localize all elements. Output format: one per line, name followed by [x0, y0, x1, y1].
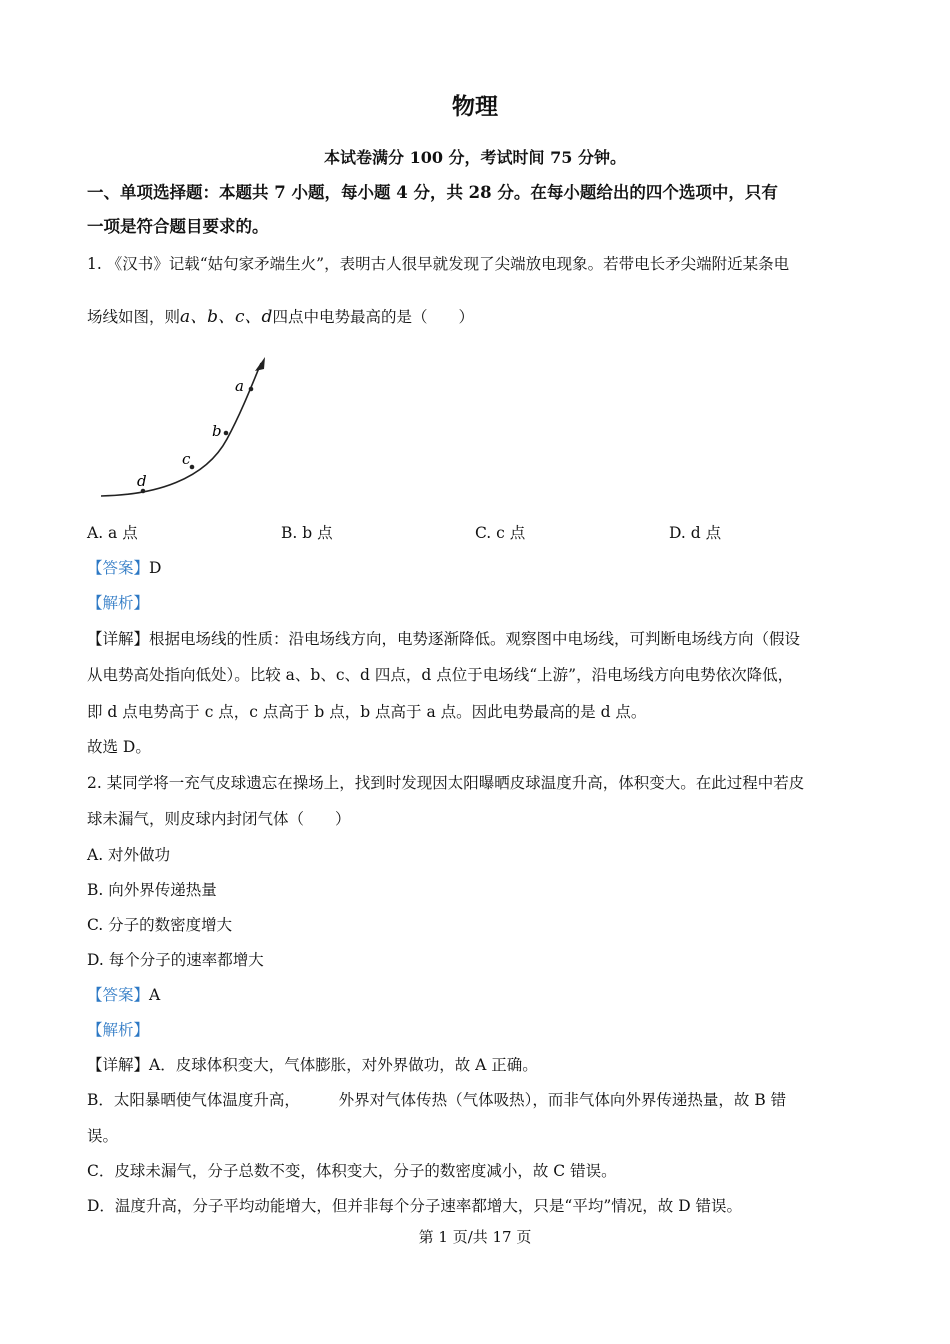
q2-detail-line3: 误。: [87, 1127, 119, 1145]
detail-tag: 【详解】: [87, 630, 150, 648]
label-a: a: [235, 377, 244, 395]
q1-conclusion: 故选 D。: [87, 738, 151, 756]
section-header-line2: 一项是符合题目要求的。: [87, 217, 269, 236]
q2-analysis-tag: 【解析】: [87, 1021, 150, 1039]
page-footer: 第 1 页/共 17 页: [418, 1228, 532, 1246]
label-c: c: [182, 450, 191, 468]
q1-stem-prefix: 场线如图，则: [87, 308, 181, 326]
q1-option-b: B. b 点: [281, 524, 333, 542]
page-title: 物理: [452, 93, 498, 120]
q1-stem-vars: a、b、c、d: [180, 307, 273, 327]
point-b: [224, 431, 229, 436]
q2-option-b: B. 向外界传递热量: [87, 881, 217, 899]
section-header-line1: 一、单项选择题：本题共 7 小题，每小题 4 分，共 28 分。在每小题给出的四个选项中，只有: [87, 183, 778, 202]
q2-detail-line2: B．太阳暴晒使气体温度升高， 外界对气体传热（气体吸热），而非气体向外界传递热量，故 B 错: [87, 1091, 787, 1109]
answer-value: A: [149, 986, 161, 1004]
electric-field-line-figure: [95, 355, 285, 505]
q2-stem-line2: 球未漏气，则皮球内封闭气体（ ）: [87, 810, 351, 828]
answer-tag: 【答案】: [87, 559, 150, 577]
q1-stem-suffix: 四点中电势最高的是（ ）: [272, 308, 474, 326]
q2-stem-line1: 2. 某同学将一充气皮球遗忘在操场上，找到时发现因太阳曝晒皮球温度升高，体积变大。在此过程中若皮: [87, 774, 805, 792]
label-b: b: [212, 422, 222, 440]
q2-answer: [87, 984, 867, 1006]
q2-detail-line4: C．皮球未漏气，分子总数不变，体积变大，分子的数密度减小，故 C 错误。: [87, 1162, 617, 1180]
q1-stem-line2: [87, 306, 867, 328]
q1-detail-line2: 从电势高处指向低处）。比较 a、b、c、d 四点，d 点位于电场线“上游”，沿电场线方向电势依次降低，: [87, 666, 794, 684]
field-line-arrowhead: [255, 357, 265, 371]
q2-detail-line5: D．温度升高，分子平均动能增大，但并非每个分子速率都增大，只是“平均”情况，故 D 错误。: [87, 1197, 743, 1215]
detail-text: 根据电场线的性质：沿电场线方向，电势逐渐降低。观察图中电场线，可判断电场线方向（假设: [149, 630, 801, 648]
detail-tag: 【详解】: [87, 1056, 150, 1074]
q2-option-d: D. 每个分子的速率都增大: [87, 951, 264, 969]
exam-info: 本试卷满分 100 分，考试时间 75 分钟。: [324, 148, 626, 167]
q2-option-a: A. 对外做功: [87, 846, 171, 864]
q2-option-c: C. 分子的数密度增大: [87, 916, 233, 934]
answer-tag: 【答案】: [87, 986, 150, 1004]
q1-detail-line3: 即 d 点电势高于 c 点，c 点高于 b 点，b 点高于 a 点。因此电势最高的是 d 点。: [87, 703, 647, 721]
q1-option-a: A. a 点: [87, 524, 138, 542]
q1-option-d: D. d 点: [669, 524, 722, 542]
detail-text: A．皮球体积变大，气体膨胀，对外界做功，故 A 正确。: [149, 1056, 538, 1074]
label-d: d: [137, 472, 147, 490]
q1-option-c: C. c 点: [475, 524, 526, 542]
answer-value: D: [149, 559, 162, 577]
point-a: [249, 387, 254, 392]
q1-analysis-tag: 【解析】: [87, 594, 150, 612]
q1-detail-line1: [87, 628, 867, 650]
q2-detail-line1: [87, 1054, 867, 1076]
q1-answer: [87, 557, 867, 579]
q1-stem-line1: 1. 《汉书》记载“姑句家矛端生火”，表明古人很早就发现了尖端放电现象。若带电长矛尖端附近某条电: [87, 255, 790, 273]
